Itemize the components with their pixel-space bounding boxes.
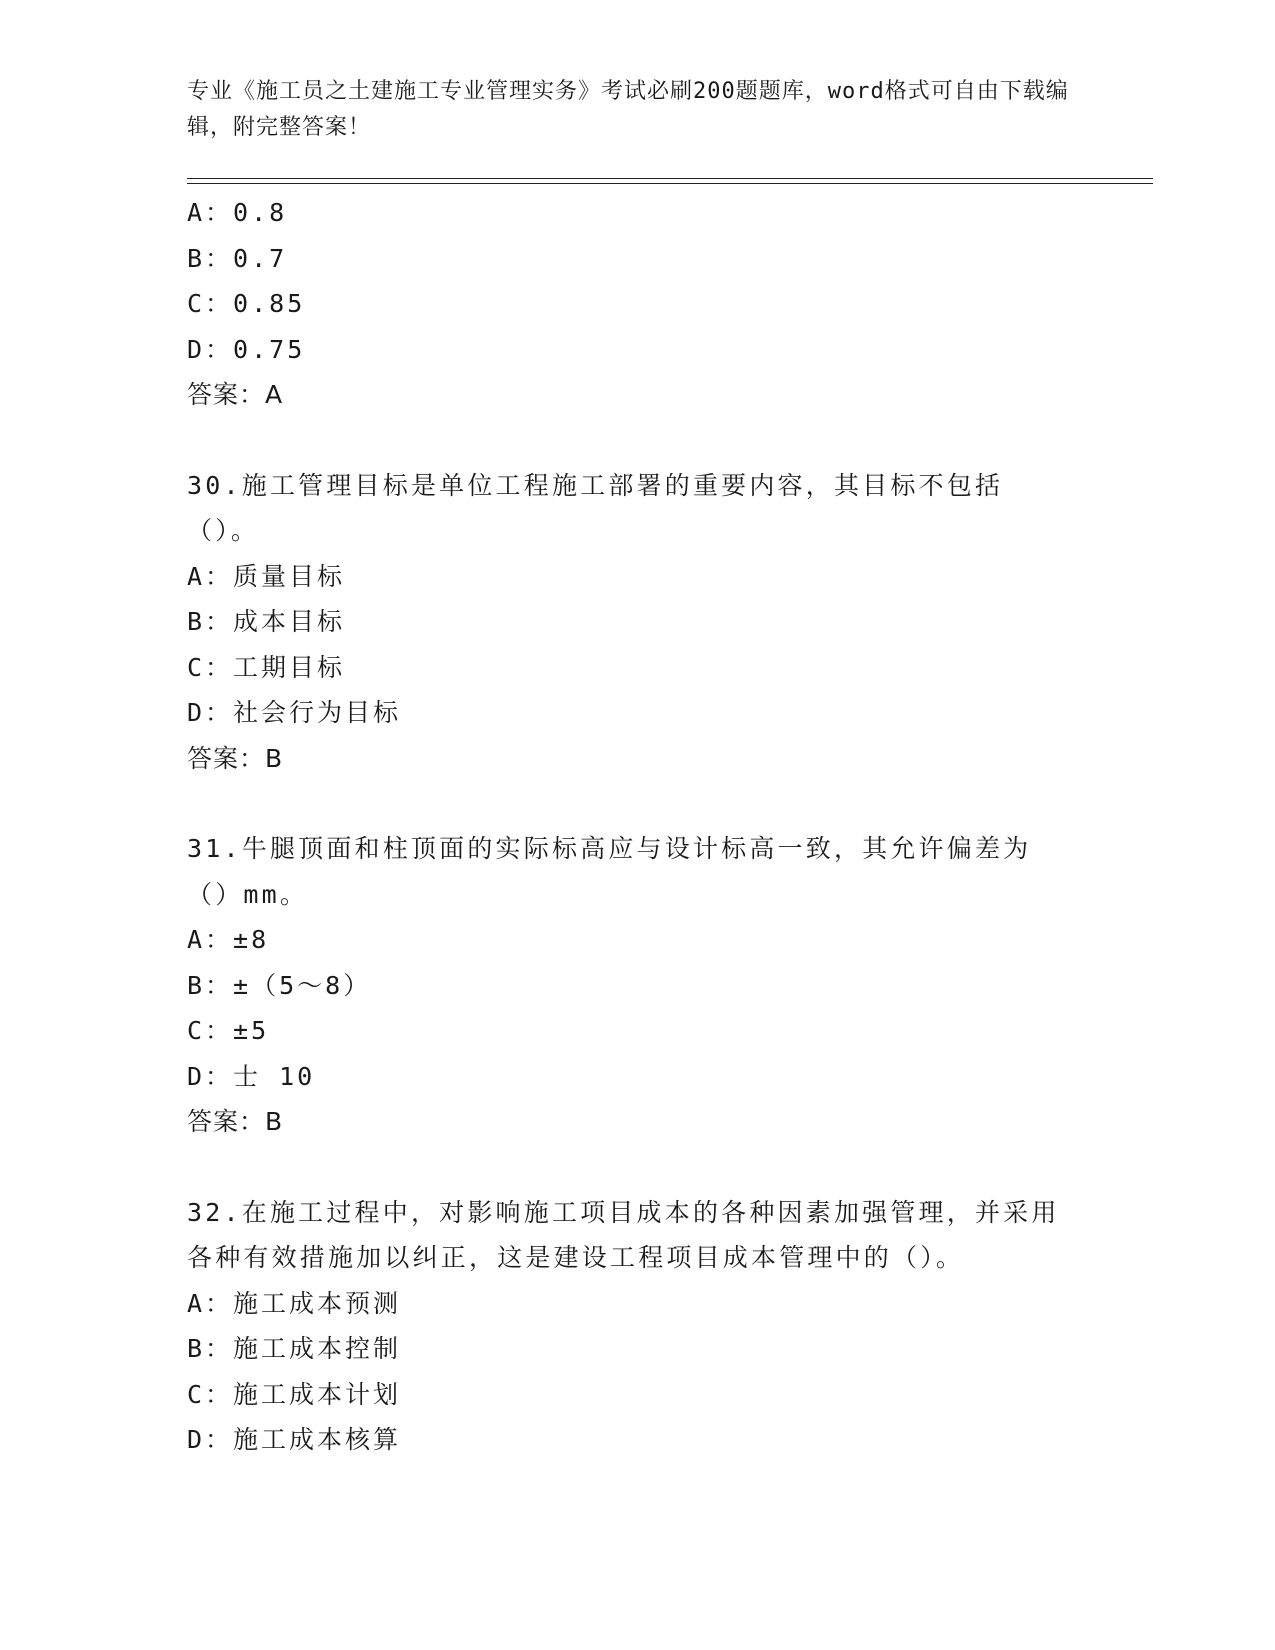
option-b: B：±（5～8） bbox=[187, 970, 372, 1000]
option-d: D：施工成本核算 bbox=[187, 1425, 402, 1454]
option-d: D：士 10 bbox=[187, 1061, 316, 1091]
option-b: B：施工成本控制 bbox=[187, 1334, 402, 1363]
option-c: C：±5 bbox=[187, 1016, 270, 1045]
header-rule-top bbox=[187, 178, 1153, 179]
question-text: 31.牛腿顶面和柱顶面的实际标高应与设计标高一致，其允许偏差为（）mm。 bbox=[187, 834, 1032, 909]
option-b: B：0.7 bbox=[187, 243, 288, 273]
option-c: C：施工成本计划 bbox=[187, 1379, 402, 1409]
option-a: A：质量目标 bbox=[187, 561, 346, 591]
option-c: C：0.85 bbox=[187, 289, 306, 318]
answer-line: 答案：B bbox=[187, 1107, 284, 1136]
answer-line: 答案：B bbox=[187, 743, 284, 773]
question-text: 30.施工管理目标是单位工程施工部署的重要内容，其目标不包括（）。 bbox=[187, 470, 1004, 545]
option-a: A：0.8 bbox=[187, 198, 288, 227]
option-c: C：工期目标 bbox=[187, 652, 346, 682]
option-d: D：0.75 bbox=[187, 334, 306, 364]
previous-question-block bbox=[187, 190, 1087, 418]
header-rule-bottom bbox=[187, 183, 1153, 184]
question-32 bbox=[187, 1190, 1087, 1463]
option-b: B：成本目标 bbox=[187, 607, 346, 636]
question-31 bbox=[187, 826, 1087, 1145]
question-text: 32.在施工过程中，对影响施工项目成本的各种因素加强管理，并采用各种有效措施加以纠正，这是建设工程项目成本管理中的（）。 bbox=[187, 1197, 1060, 1272]
document-body bbox=[187, 190, 1087, 1463]
answer-line: 答案：A bbox=[187, 380, 284, 409]
option-a: A：±8 bbox=[187, 925, 270, 954]
question-30 bbox=[187, 463, 1087, 782]
document-header: 专业《施工员之土建施工专业管理实务》考试必刷200题题库，word格式可自由下载编辑，附完整答案！ bbox=[187, 79, 1069, 140]
option-d: D：社会行为目标 bbox=[187, 698, 402, 727]
option-a: A：施工成本预测 bbox=[187, 1288, 402, 1318]
